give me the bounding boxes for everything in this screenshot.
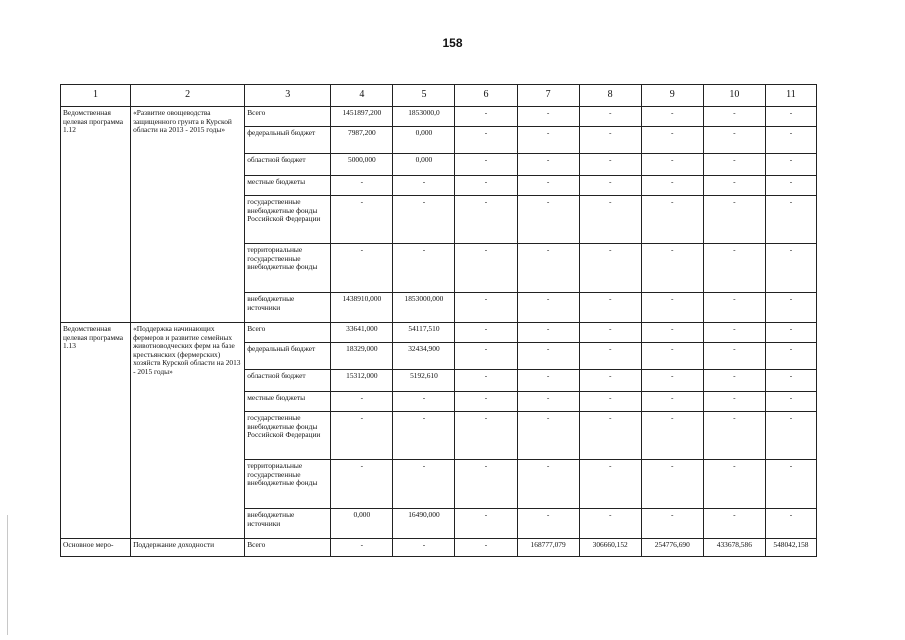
value-cell: - [765,370,816,392]
program-description: «Развитие овощеводства защищенного грунта в Курской области на 2013 - 2015 годы» [131,107,245,323]
funding-source: Всего [245,323,331,343]
value-cell: - [765,509,816,539]
value-cell: - [455,412,517,460]
value-cell: - [393,196,455,244]
funding-source: федеральный бюджет [245,343,331,370]
value-cell: - [455,196,517,244]
program-name: Основное меро- [61,539,131,557]
program-name: Ведомственная целевая программа 1.13 [61,323,131,539]
value-cell: - [455,154,517,176]
value-cell: - [517,176,579,196]
value-cell: - [517,392,579,412]
value-cell: - [579,392,641,412]
value-cell: - [393,244,455,293]
program-name: Ведомственная целевая программа 1.12 [61,107,131,323]
value-cell: - [455,293,517,323]
value-cell: - [765,412,816,460]
value-cell: 15312,000 [331,370,393,392]
value-cell: - [703,509,765,539]
value-cell: - [579,343,641,370]
value-cell: - [331,539,393,557]
value-cell: - [579,412,641,460]
value-cell: - [765,293,816,323]
value-cell: - [517,127,579,154]
value-cell: - [703,196,765,244]
value-cell: - [393,460,455,509]
value-cell: - [641,293,703,323]
value-cell: - [641,176,703,196]
value-cell: - [641,107,703,127]
value-cell: - [517,370,579,392]
value-cell: - [641,244,703,293]
value-cell: - [517,323,579,343]
value-cell: - [331,176,393,196]
value-cell: - [331,244,393,293]
value-cell: - [579,323,641,343]
column-header: 2 [131,85,245,107]
value-cell: - [393,412,455,460]
funding-source: государственные внебюджетные фонды Российской Федерации [245,196,331,244]
value-cell: - [765,392,816,412]
value-cell: - [455,370,517,392]
column-header: 3 [245,85,331,107]
value-cell: 33641,000 [331,323,393,343]
value-cell: - [455,244,517,293]
value-cell: - [703,370,765,392]
value-cell: - [517,107,579,127]
value-cell: - [703,244,765,293]
value-cell: - [579,509,641,539]
column-header: 10 [703,85,765,107]
value-cell: - [455,107,517,127]
value-cell: - [765,176,816,196]
value-cell: - [579,293,641,323]
value-cell: - [703,460,765,509]
value-cell: - [517,154,579,176]
value-cell: - [765,323,816,343]
value-cell: - [703,107,765,127]
table-row [61,323,817,343]
value-cell: - [455,392,517,412]
value-cell: - [641,460,703,509]
program-description: Поддержание доходности [131,539,245,557]
value-cell: - [703,293,765,323]
value-cell: 18329,000 [331,343,393,370]
value-cell: - [641,127,703,154]
value-cell: - [331,196,393,244]
value-cell: - [765,154,816,176]
value-cell: - [703,343,765,370]
value-cell: 0,000 [331,509,393,539]
scan-edge-line [7,515,8,635]
value-cell: - [579,107,641,127]
funding-source: местные бюджеты [245,392,331,412]
value-cell: - [579,127,641,154]
value-cell: 1451897,200 [331,107,393,127]
value-cell: - [765,127,816,154]
column-header: 9 [641,85,703,107]
value-cell: 7987,200 [331,127,393,154]
value-cell: - [703,392,765,412]
value-cell: 0,000 [393,154,455,176]
value-cell: 306660,152 [579,539,641,557]
value-cell: - [703,412,765,460]
funding-source: Всего [245,539,331,557]
value-cell: - [641,323,703,343]
program-description: «Поддержка начинающих фермеров и развитие семейных животноводческих ферм на базе крестьянских (фермерских) хозяйств Курской области на 2013 - 2015 годы» [131,323,245,539]
value-cell: - [393,539,455,557]
value-cell: - [455,509,517,539]
value-cell: - [455,460,517,509]
value-cell: 32434,900 [393,343,455,370]
funding-source: государственные внебюджетные фонды Российской Федерации [245,412,331,460]
value-cell: - [331,460,393,509]
column-header: 1 [61,85,131,107]
value-cell: - [579,460,641,509]
value-cell: - [517,293,579,323]
value-cell: - [517,244,579,293]
value-cell: - [641,196,703,244]
value-cell: - [455,539,517,557]
value-cell: - [455,343,517,370]
value-cell: 1853000,000 [393,293,455,323]
value-cell: - [703,323,765,343]
funding-source: областной бюджет [245,154,331,176]
value-cell: - [641,412,703,460]
header-row [61,85,817,107]
value-cell: - [765,460,816,509]
funding-source: Всего [245,107,331,127]
value-cell: - [331,392,393,412]
value-cell: 1853000,0 [393,107,455,127]
page-number: 158 [442,36,463,50]
value-cell: 1438910,000 [331,293,393,323]
value-cell: 54117,510 [393,323,455,343]
value-cell: - [765,343,816,370]
value-cell: - [703,154,765,176]
value-cell: - [765,244,816,293]
value-cell: - [517,412,579,460]
funding-source: областной бюджет [245,370,331,392]
value-cell: - [579,176,641,196]
value-cell: - [641,370,703,392]
funding-source: местные бюджеты [245,176,331,196]
funding-source: федеральный бюджет [245,127,331,154]
column-header: 5 [393,85,455,107]
value-cell: 5000,000 [331,154,393,176]
value-cell: 254776,690 [641,539,703,557]
value-cell: 168777,079 [517,539,579,557]
table-row [61,107,817,127]
column-header: 4 [331,85,393,107]
column-header: 7 [517,85,579,107]
value-cell: - [641,154,703,176]
value-cell: - [517,460,579,509]
value-cell: - [579,370,641,392]
value-cell: 16490,000 [393,509,455,539]
value-cell: 5192,610 [393,370,455,392]
value-cell: - [765,107,816,127]
value-cell: - [641,509,703,539]
value-cell: - [455,127,517,154]
value-cell: - [641,343,703,370]
budget-table [60,84,817,557]
value-cell: 0,000 [393,127,455,154]
column-header: 6 [455,85,517,107]
value-cell: - [579,244,641,293]
value-cell: 433678,586 [703,539,765,557]
value-cell: 548042,158 [765,539,816,557]
value-cell: - [331,412,393,460]
column-header: 11 [765,85,816,107]
value-cell: - [765,196,816,244]
value-cell: - [455,176,517,196]
value-cell: - [579,196,641,244]
value-cell: - [641,392,703,412]
value-cell: - [579,154,641,176]
funding-source: территориальные государственные внебюджетные фонды [245,244,331,293]
value-cell: - [703,127,765,154]
funding-source: территориальные государственные внебюджетные фонды [245,460,331,509]
value-cell: - [517,509,579,539]
value-cell: - [517,343,579,370]
value-cell: - [455,323,517,343]
value-cell: - [703,176,765,196]
table-row [61,539,817,557]
column-header: 8 [579,85,641,107]
funding-source: внебюджетные источники [245,293,331,323]
value-cell: - [517,196,579,244]
value-cell: - [393,392,455,412]
funding-source: внебюджетные источники [245,509,331,539]
value-cell: - [393,176,455,196]
